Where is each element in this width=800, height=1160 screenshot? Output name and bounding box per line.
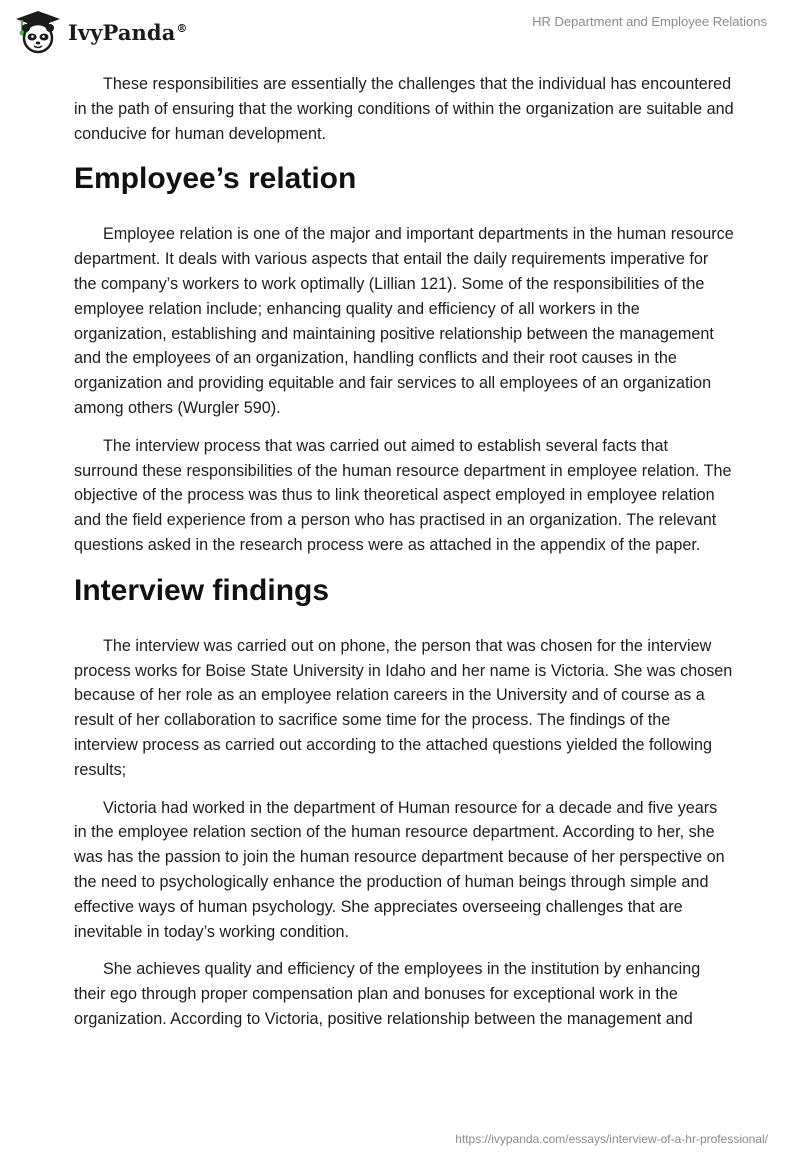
paragraph: She achieves quality and efficiency of the employees in the institution by enhancing their ego through proper compensation plan and bonuses for exceptional work in the organization. According to Victoria, positive relationship between the management and — [74, 960, 701, 1028]
panda-graduate-icon — [14, 9, 62, 55]
page-header — [0, 0, 800, 60]
logo-wordmark: IvyPanda® — [68, 19, 188, 45]
section-heading-employee-relation: Employee’s relation — [74, 162, 357, 196]
section-heading-interview-findings: Interview findings — [74, 573, 330, 607]
paragraph: These responsibilities are essentially the challenges that the individual has encountered in the path of ensuring that the working conditions of within the organization are suitable and conducive for human development. — [74, 75, 734, 143]
paragraph: The interview process that was carried out aimed to establish several facts that surround these responsibilities of the human resource department in employee relation. The objective of the process was thus to link theoretical aspect employed in employee relation and the field experience from a person who has practised in an organization. The relevant questions asked in the research process were as attached in the appendix of the paper. — [74, 436, 732, 554]
essay-body — [74, 72, 734, 1045]
paragraph: Employee relation is one of the major and important departments in the human resource department. It deals with various aspects that entail the daily requirements imperative for the company’s workers to work optimally (Lillian 121). Some of the responsibilities of the employee relation include; enhancing quality and efficiency of all workers in the organization, establishing and maintaining positive relationship between the management and the employees of an organization, handling conflicts and their root causes in the organization and providing equitable and fair services to all employees of an organization among others (Wurgler 590). — [74, 225, 734, 417]
paragraph: Victoria had worked in the department of Human resource for a decade and five years in the employee relation section of the human resource department. According to her, she was has the passion to join the human resource department because of her perspective on the need to psychologically enhance the production of human beings through simple and effective ways of human psychology. She appreciates overseeing challenges that are inevitable in today’s working condition. — [74, 798, 725, 941]
document-title: HR Department and Employee Relations — [532, 14, 767, 29]
ivypanda-logo[interactable] — [14, 8, 188, 56]
source-url-link[interactable]: https://ivypanda.com/essays/interview-of-a-hr-professional/ — [455, 1132, 768, 1146]
paragraph: The interview was carried out on phone, the person that was chosen for the interview process works for Boise State University in Idaho and her name is Victoria. She was chosen because of her role as an employee relation careers in the University and of course as a result of her collaboration to sacrifice some time for the process. The findings of the interview process as carried out according to the attached questions yielded the following results; — [74, 636, 733, 779]
